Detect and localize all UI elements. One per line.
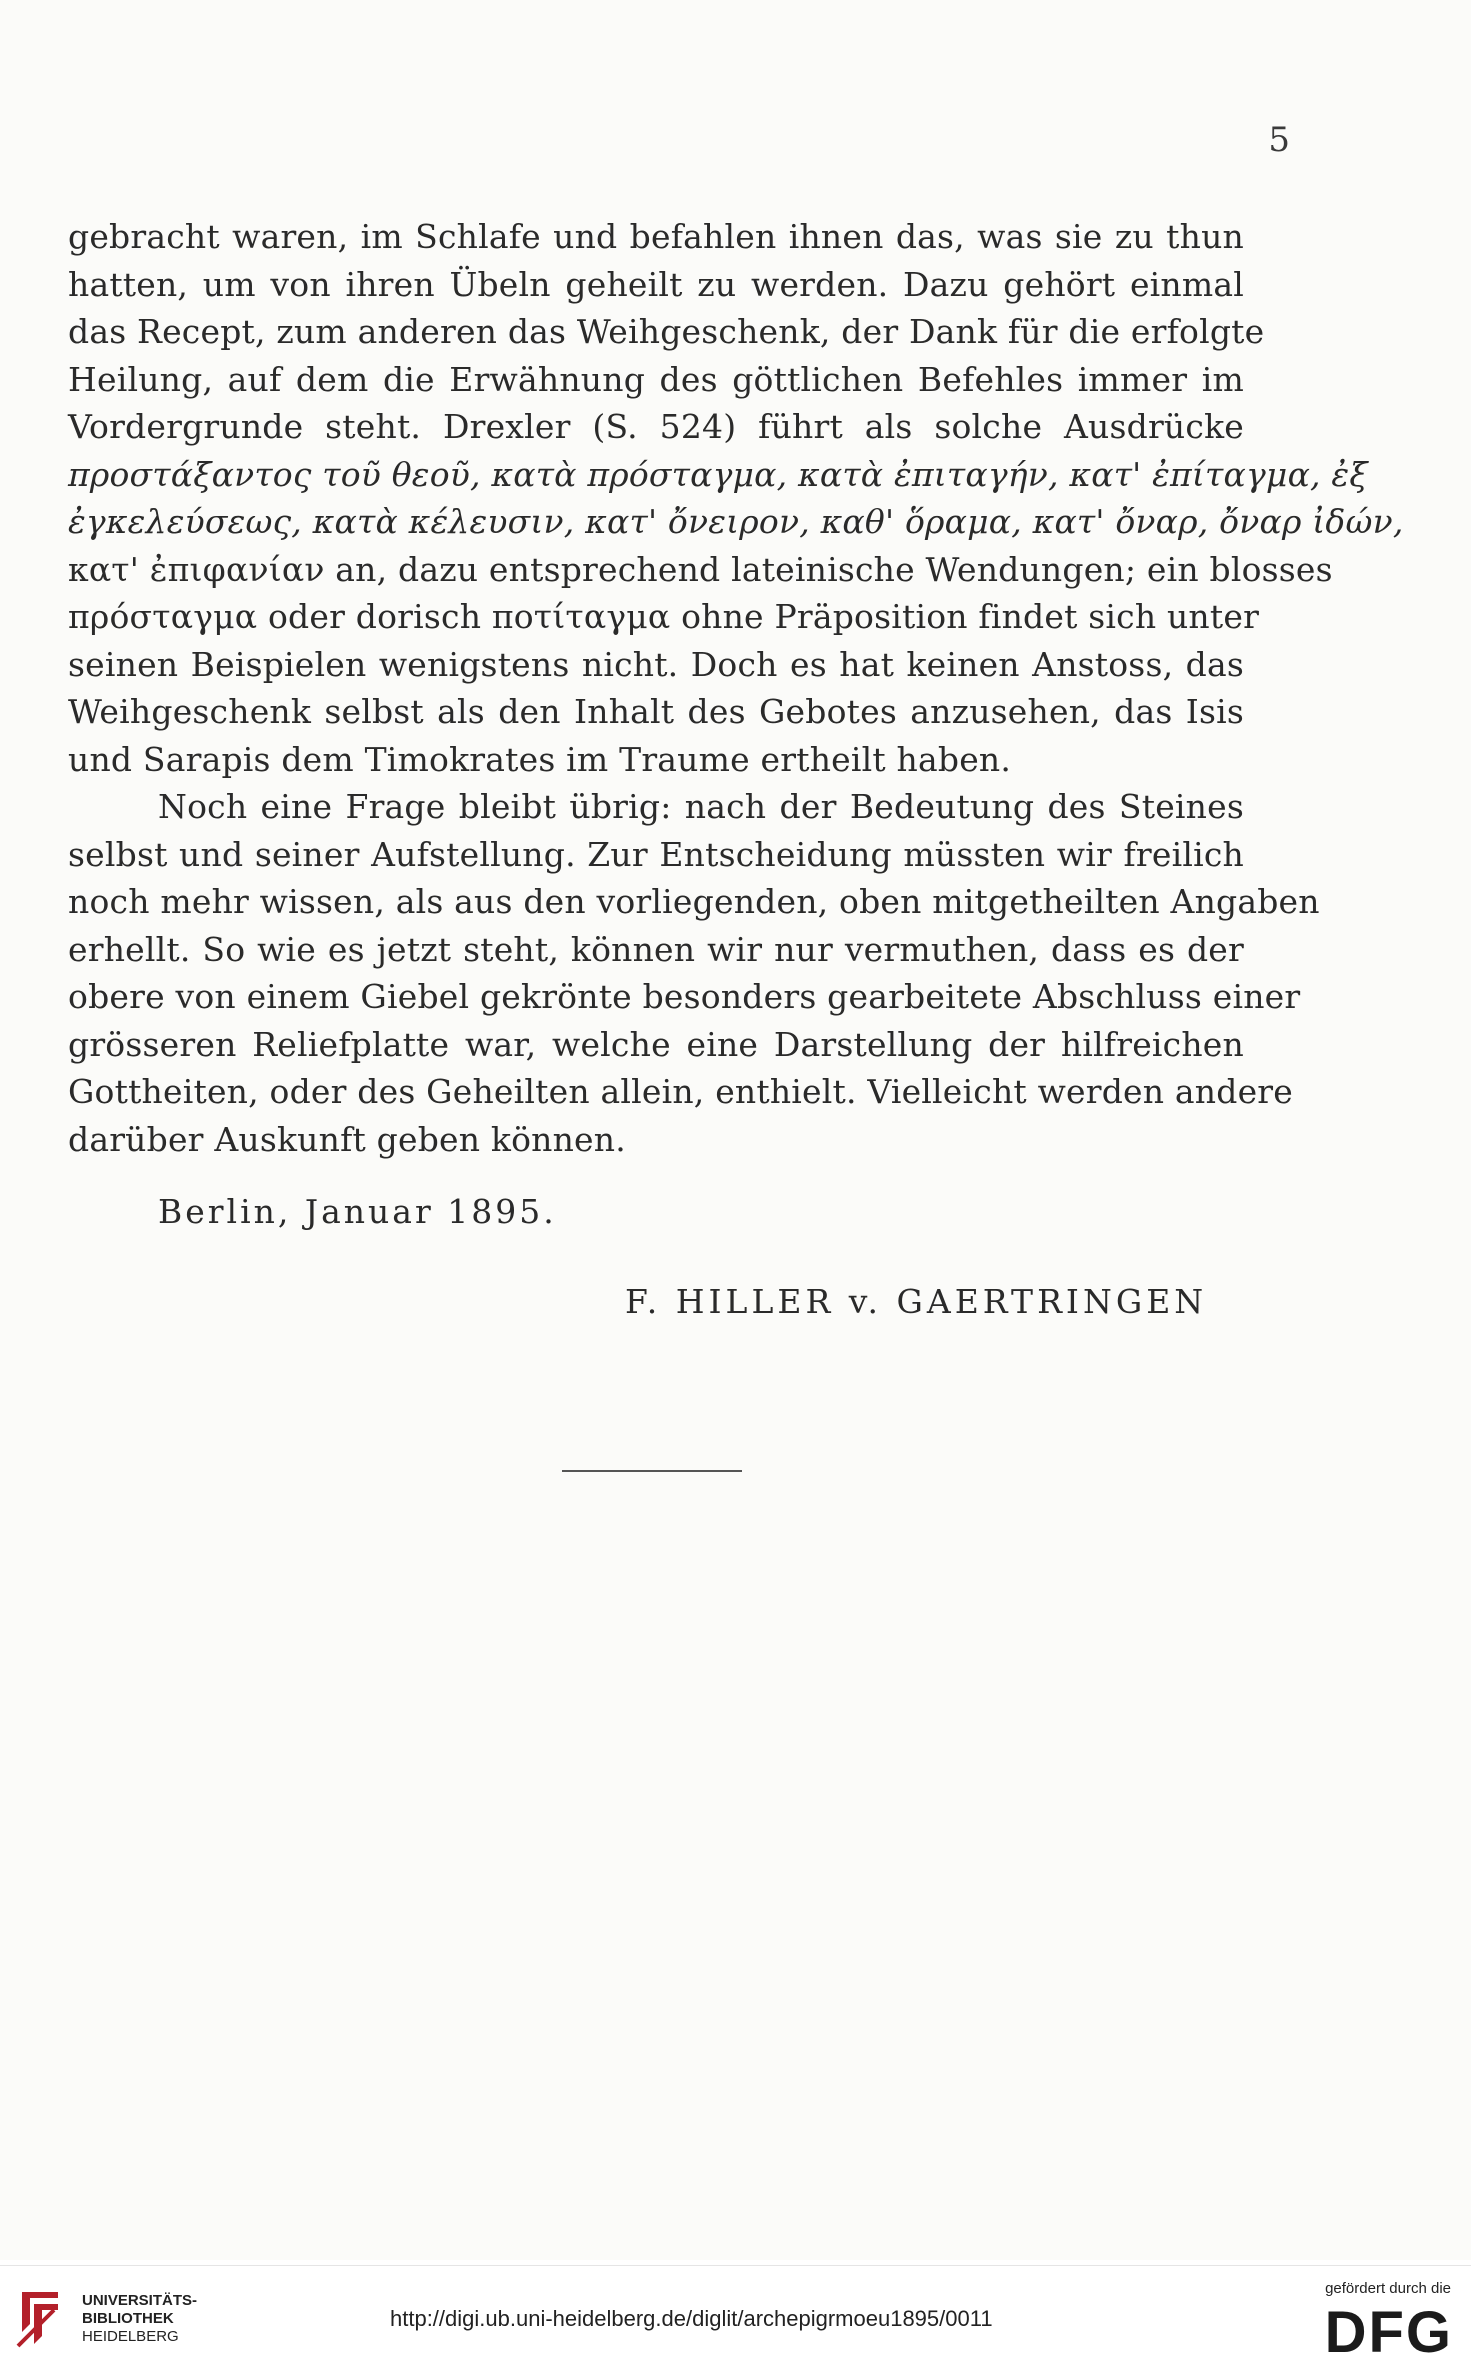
text-line-6: προστάξαντος τοῦ θεοῦ, κατὰ πρόσταγμα, κατὰ ἐπιταγήν, κατ' ἐπίταγμα, ἐξ: [68, 454, 1368, 494]
text-line-7: ἐγκελεύσεως, κατὰ κέλευσιν, κατ' ὄνειρον, καθ' ὅραμα, κατ' ὄναρ, ὄναρ ἰδών,: [68, 502, 1404, 541]
funder-label: gefördert durch die: [1325, 2280, 1451, 2297]
text-line-11: Weihgeschenk selbst als den Inhalt des Gebotes anzusehen, das Isis: [68, 692, 1244, 731]
text-line-3: das Recept, zum anderen das Weihgeschenk, der Dank für die erfolgte: [68, 312, 1265, 351]
library-name-line2: BIBLIOTHEK: [82, 2310, 174, 2327]
text-line-13: Noch eine Frage bleibt übrig: nach der Bedeutung des Steines: [158, 787, 1244, 826]
text-line-2: hatten, um von ihren Übeln geheilt zu werden. Dazu gehört einmal: [68, 264, 1244, 304]
text-line-10: seinen Beispielen wenigstens nicht. Doch es hat keinen Anstoss, das: [68, 644, 1244, 684]
text-line-16: erhellt. So wie es jetzt steht, können wir nur vermuthen, dass es der: [68, 929, 1244, 969]
text-line-8: κατ' ἐπιφανίαν an, dazu entsprechend lateinische Wendungen; ein blosses: [68, 549, 1333, 589]
text-line-15: noch mehr wissen, als aus den vorliegenden, oben mitgetheilten Angaben: [68, 882, 1320, 921]
text-line-19: Gottheiten, oder des Geheilten allein, enthielt. Vielleicht werden andere: [68, 1072, 1294, 1111]
text-line-1: gebracht waren, im Schlafe und befahlen ihnen das, was sie zu thun: [68, 217, 1244, 256]
body-text: [68, 213, 1404, 1163]
author-signature: F. HILLER v. GAERTRINGEN: [625, 1282, 1208, 1321]
text-line-9: πρόσταγμα oder dorisch ποτίταγμα ohne Präposition findet sich unter: [68, 597, 1260, 636]
source-url-link[interactable]: http://digi.ub.uni-heidelberg.de/diglit/archepigrmoeu1895/0011: [390, 2306, 993, 2331]
text-line-4: Heilung, auf dem die Erwähnung des göttlichen Befehles immer im: [68, 359, 1244, 399]
closing-rule: [562, 1470, 742, 1472]
text-line-12: und Sarapis dem Timokrates im Traume ertheilt haben.: [68, 739, 1012, 779]
footer-bar: [0, 2265, 1471, 2373]
text-line-14: selbst und seiner Aufstellung. Zur Entscheidung müssten wir freilich: [68, 834, 1244, 874]
dfg-logo: DFG: [1324, 2300, 1453, 2365]
text-line-20: darüber Auskunft geben können.: [68, 1119, 626, 1159]
library-logo-icon: [14, 2284, 66, 2354]
library-name: [82, 2292, 197, 2346]
page-number: 5: [1268, 120, 1290, 160]
text-line-18: grösseren Reliefplatte war, welche eine Darstellung der hilfreichen: [68, 1024, 1244, 1064]
text-line-17: obere von einem Giebel gekrönte besonders gearbeitete Abschluss einer: [68, 977, 1301, 1016]
place-date: Berlin, Januar 1895.: [158, 1192, 557, 1231]
text-line-5: Vordergrunde steht. Drexler (S. 524) führt als solche Ausdrücke: [68, 407, 1244, 446]
library-name-line3: HEIDELBERG: [82, 2328, 179, 2345]
library-name-line1: UNIVERSITÄTS-: [82, 2292, 198, 2309]
